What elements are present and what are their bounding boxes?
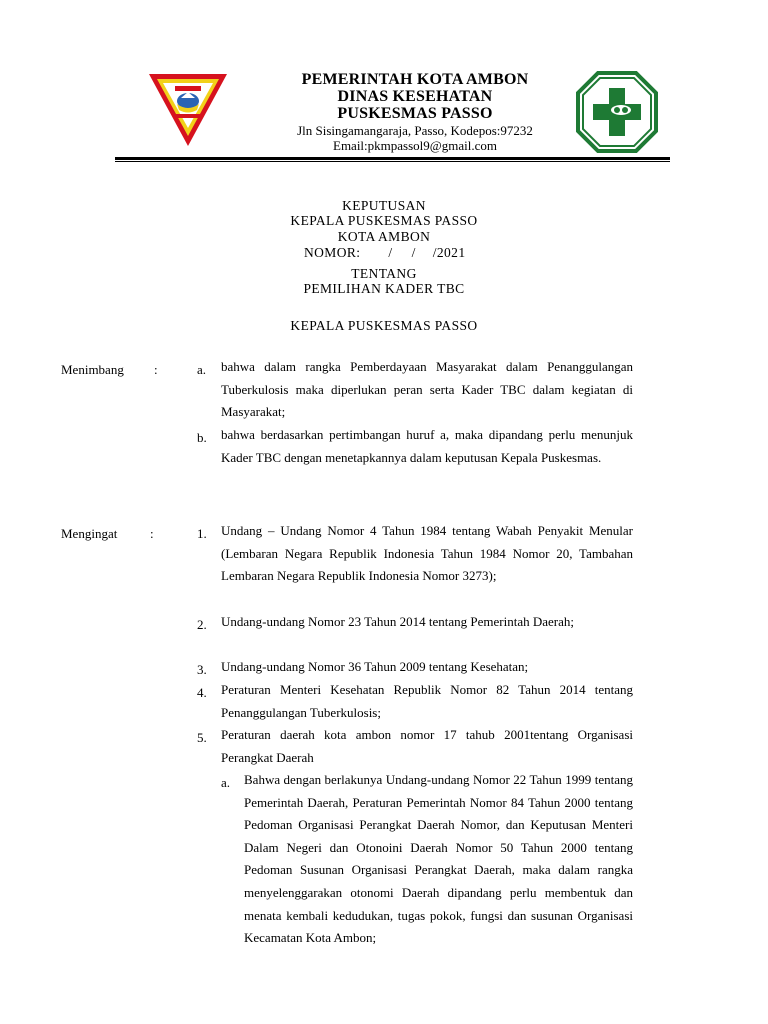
decision-title: KEPUTUSAN	[342, 198, 426, 213]
decision-number-year: /2021	[432, 245, 466, 260]
letterhead-email: Email:pkmpassol9@gmail.com	[333, 138, 497, 153]
menimbang-colon: :	[154, 362, 158, 377]
letterhead-institution: PUSKESMAS PASSO	[337, 105, 493, 122]
kota-ambon-crest-icon	[147, 68, 229, 150]
menimbang-marker-b: b.	[197, 430, 207, 445]
decision-number-slash: /	[411, 245, 416, 260]
letterhead-divider	[115, 157, 670, 160]
menimbang-label: Menimbang	[61, 362, 124, 377]
mengingat-sub-item-a: Bahwa dengan berlakunya Undang-undang Nomor 22 Tahun 1999 tentang Pemerintah Daerah, Peraturan Pemerintah Nomor 84 Tahun 2000 tentang Pedoman Organisasi Perangkat Daerah Nomor, dan Keputusan Menteri Dalam Negeri dan Otonoini Daerah Nomor 50 Tahun 2000 tentang Pedoman Susunan Organisasi Perangkat Daerah, maka dalam rangka menyelenggarakan otonomi Daerah dipandang perlu membentuk dan menata kembali kedudukan, tugas pokok, fungsi dan susunan Organisasi Kecamatan Kota Ambon;	[244, 772, 633, 946]
mengingat-marker-5: 5.	[197, 730, 207, 745]
mengingat-item-5: Peraturan daerah kota ambon nomor 17 tahub 2001tentang Organisasi Perangkat Daerah	[221, 727, 633, 765]
decision-number-label: NOMOR:	[304, 245, 361, 260]
decision-issuer: KEPALA PUSKESMAS PASSO	[290, 318, 478, 333]
mengingat-marker-4: 4.	[197, 685, 207, 700]
mengingat-item-1: Undang – Undang Nomor 4 Tahun 1984 tentang Wabah Penyakit Menular (Lembaran Negara Republik Indonesia Tahun 1984 Nomor 20, Tambahan Lembaran Negara Republik Indonesia Nomor 3273);	[221, 523, 633, 584]
decision-number	[304, 245, 466, 261]
decision-city: KOTA AMBON	[337, 229, 431, 244]
letterhead-divider-thin	[115, 161, 670, 162]
mengingat-item-2: Undang-undang Nomor 23 Tahun 2014 tentang Pemerintah Daerah;	[221, 614, 575, 629]
mengingat-label: Mengingat	[61, 526, 118, 541]
menimbang-item-b: bahwa berdasarkan pertimbangan huruf a, maka dipandang perlu menunjuk Kader TBC dengan menetapkannya dalam keputusan Kepala Puskesmas.	[221, 427, 633, 465]
letterhead-address: Jln Sisingamangaraja, Passo, Kodepos:97232	[297, 123, 533, 138]
mengingat-colon: :	[150, 526, 154, 541]
menimbang-marker-a: a.	[197, 362, 207, 377]
mengingat-marker-2: 2.	[197, 617, 207, 632]
decision-issuer-title: KEPALA PUSKESMAS PASSO	[290, 213, 478, 228]
decision-number-slash: /	[388, 245, 393, 260]
menimbang-item-a: bahwa dalam rangka Pemberdayaan Masyarakat dalam Penanggulangan Tuberkulosis maka diperlukan peran serta Kader TBC dalam kegiatan di Masyarakat;	[221, 359, 633, 420]
decision-subject: PEMILIHAN KADER TBC	[303, 281, 465, 296]
mengingat-sub-marker-a: a.	[221, 775, 231, 790]
mengingat-marker-3: 3.	[197, 662, 207, 677]
mengingat-item-4: Peraturan Menteri Kesehatan Republik Nomor 82 Tahun 2014 tentang Penanggulangan Tuberkulosis;	[221, 682, 633, 720]
puskesmas-cross-icon	[575, 70, 659, 154]
decision-tentang: TENTANG	[351, 266, 417, 281]
letterhead-department: DINAS KESEHATAN	[337, 88, 493, 105]
mengingat-marker-1: 1.	[197, 526, 207, 541]
letterhead-government: PEMERINTAH KOTA AMBON	[301, 71, 529, 88]
mengingat-item-3: Undang-undang Nomor 36 Tahun 2009 tentang Kesehatan;	[221, 659, 529, 674]
